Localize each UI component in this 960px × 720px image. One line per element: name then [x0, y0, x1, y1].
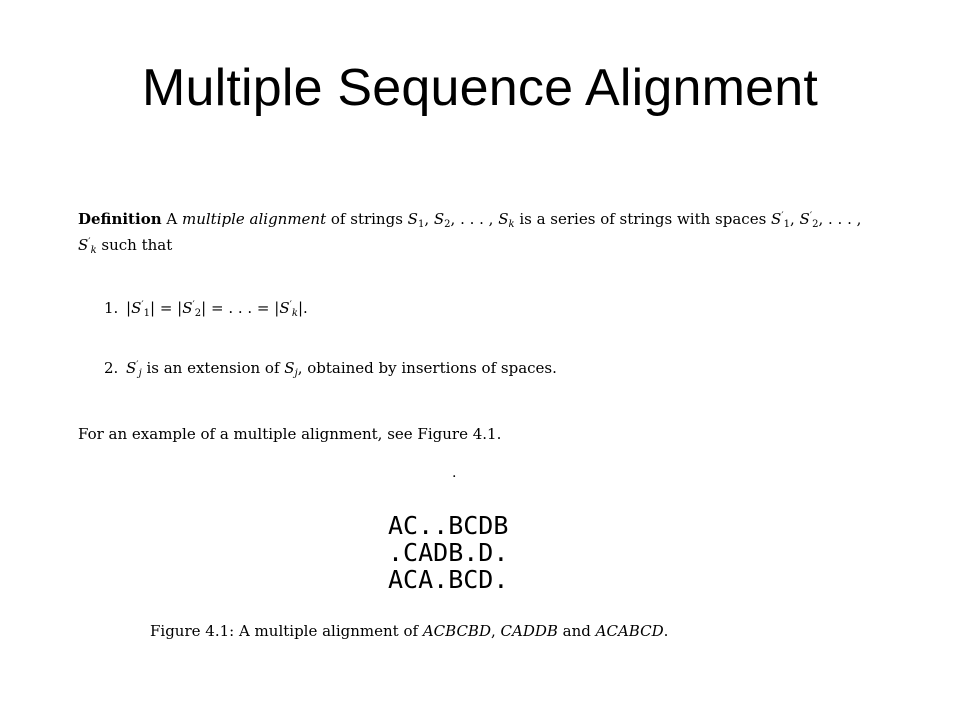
- strings-s1-to-sk-formula: $S_1$, $S_2$, . . . , $S_k$: [407, 210, 515, 230]
- definition-paragraph: [78, 206, 868, 258]
- definition-term: multiple alignment: [181, 210, 327, 228]
- figure-caption: [150, 620, 870, 642]
- equal-length-formula: $|S'_1| = |S'_2|$ = . . . = $|S'_k|$: [126, 299, 304, 319]
- condition-text: , obtained by insertions of spaces.: [297, 359, 557, 377]
- condition-text: is an extension of: [141, 359, 285, 377]
- caption-text: ,: [490, 622, 501, 640]
- caption-text: .: [663, 622, 669, 640]
- sj-formula: $S_j$: [284, 359, 298, 379]
- definition-text: is a series of strings with spaces: [514, 210, 772, 228]
- definition-text: such that: [96, 236, 173, 254]
- caption-text: and: [557, 622, 596, 640]
- definition-text: A: [161, 210, 182, 228]
- condition-text: .: [303, 299, 308, 317]
- strings-with-spaces-formula: $S'_1$, $S'_2$, . . . , $S'_k$: [78, 210, 862, 256]
- example-reference: For an example of a multiple alignment, see Figure 4.1.: [78, 425, 502, 443]
- definition-text: of strings: [326, 210, 408, 228]
- caption-sequence: ACABCD: [595, 622, 664, 640]
- condition-number: 1.: [104, 299, 119, 317]
- alignment-row: ACA.BCD.: [388, 565, 509, 594]
- alignment-row: AC..BCDB: [388, 511, 509, 540]
- caption-sequence: ACBCBD: [422, 622, 491, 640]
- sj-prime-formula: $S'_j$: [126, 359, 142, 379]
- slide-title: Multiple Sequence Alignment: [141, 59, 819, 117]
- alignment-row: .CADB.D.: [388, 538, 509, 567]
- alignment-figure: [388, 512, 508, 593]
- caption-text: Figure 4.1: A multiple alignment of: [150, 622, 423, 640]
- definition-heading: Definition: [78, 210, 162, 228]
- condition-number: 2.: [104, 359, 119, 377]
- separator-dot: .: [452, 465, 457, 481]
- caption-sequence: CADDB: [500, 622, 558, 640]
- condition-item-2: [104, 358, 804, 378]
- condition-item-1: [104, 298, 804, 318]
